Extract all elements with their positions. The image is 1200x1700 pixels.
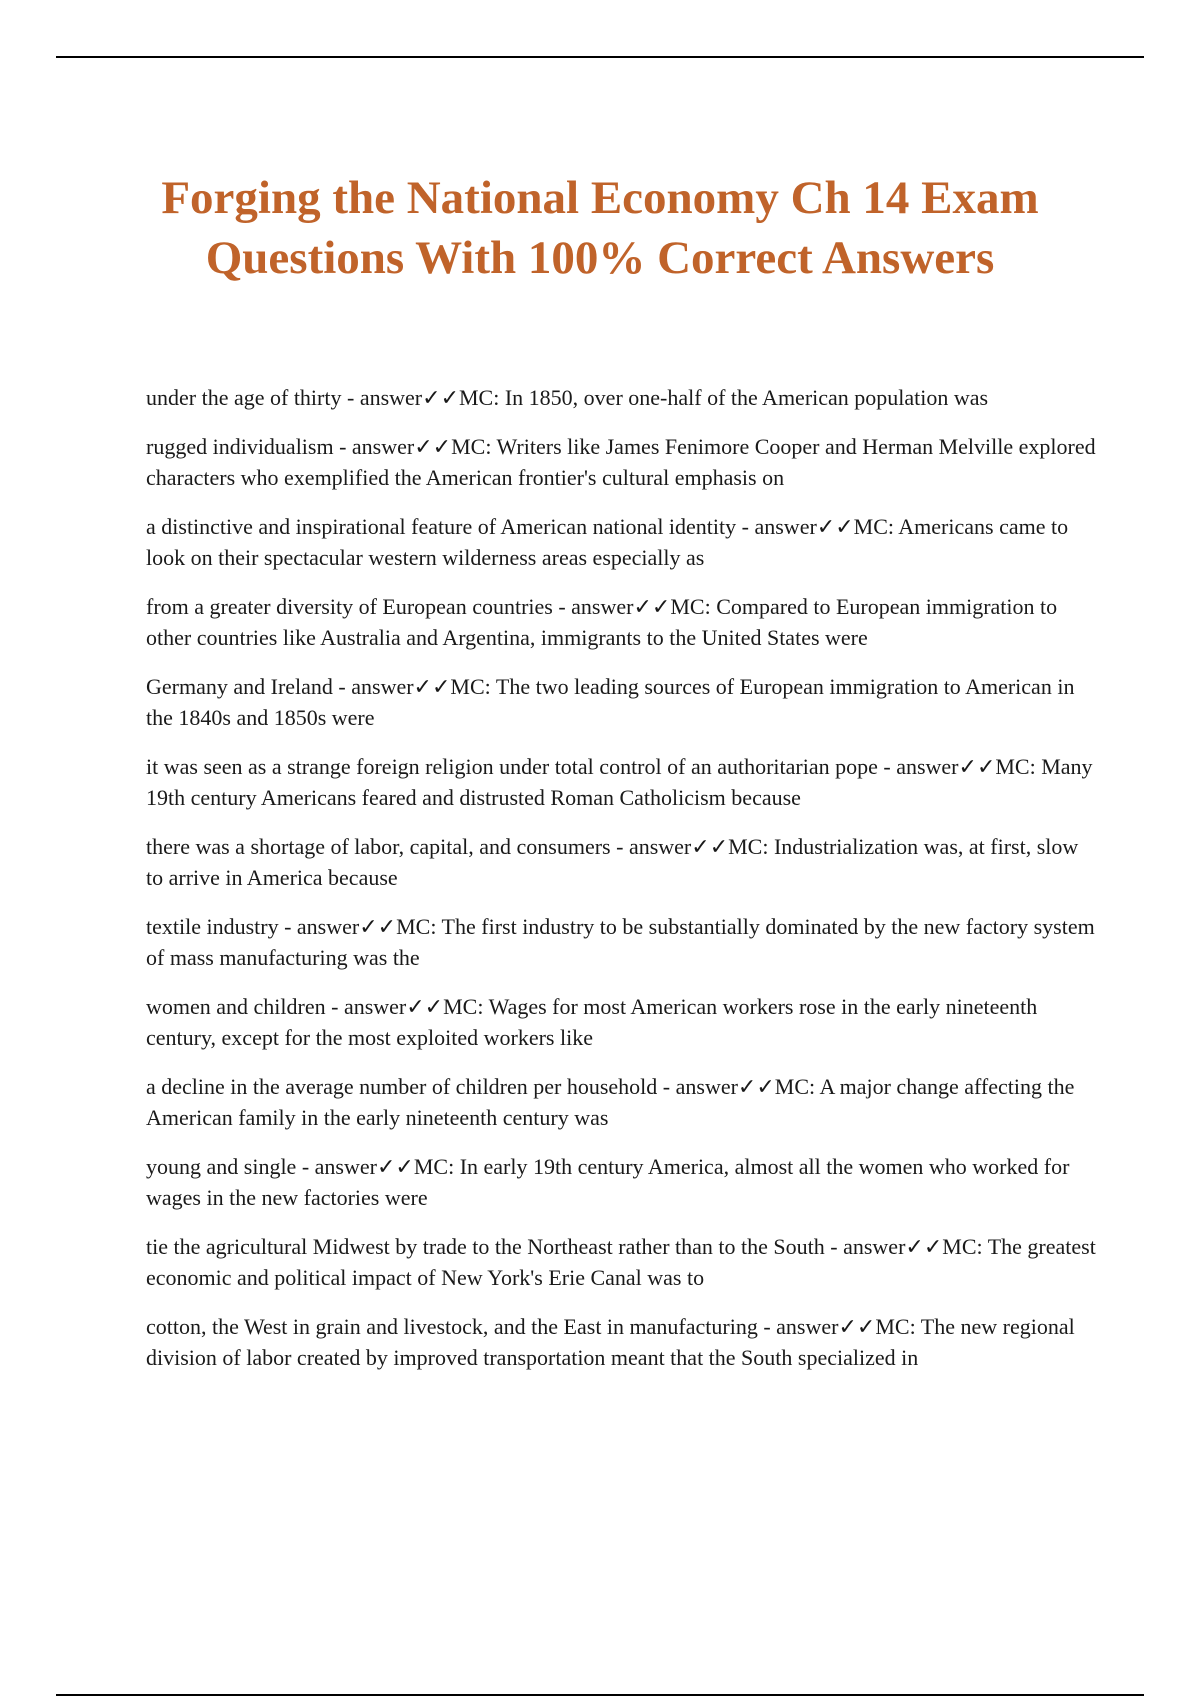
answer-text: textile industry [146, 914, 279, 939]
question-text: Industrialization was, at first, slow to arrive in America because [146, 834, 1079, 890]
qa-item [146, 1311, 1096, 1373]
answer-marker: answer✓✓MC: [314, 1154, 460, 1179]
qa-item [146, 591, 1096, 653]
qa-item [146, 831, 1096, 893]
qa-item [146, 911, 1096, 973]
document-title: Forging the National Economy Ch 14 Exam Questions With 100% Correct Answers [161, 172, 1039, 284]
answer-marker: answer✓✓MC: [754, 514, 899, 539]
question-text: In early 19th century America, almost all the women who worked for wages in the new factories were [146, 1154, 1070, 1210]
qa-item [146, 991, 1096, 1053]
question-text: The first industry to be substantially dominated by the new factory system of mass manufacturing was the [146, 914, 1095, 970]
answer-marker: answer✓✓MC: [351, 674, 496, 699]
answer-text: it was seen as a strange foreign religion under total control of an authoritarian pope [146, 754, 878, 779]
separator: - [824, 1234, 844, 1259]
answer-text: rugged individualism [146, 434, 334, 459]
answer-text: Germany and Ireland [146, 674, 333, 699]
question-text: Writers like James Fenimore Cooper and Herman Melville explored characters who exemplified the American frontier's cultural emphasis on [146, 434, 1096, 490]
question-text: Many 19th century Americans feared and distrusted Roman Catholicism because [146, 754, 1093, 810]
separator: - [332, 674, 352, 699]
question-text: The greatest economic and political impact of New York's Erie Canal was to [146, 1234, 1096, 1290]
separator: - [296, 1154, 315, 1179]
separator: - [278, 914, 297, 939]
question-text: Wages for most American workers rose in the early nineteenth century, except for the most exploited workers like [146, 994, 1038, 1050]
answer-marker: answer✓✓MC: [843, 1234, 988, 1259]
answer-marker: answer✓✓MC: [896, 754, 1042, 779]
separator: - [333, 434, 352, 459]
qa-item [146, 431, 1096, 493]
answer-marker: answer✓✓MC: [571, 594, 717, 619]
separator: - [736, 514, 755, 539]
separator: - [552, 594, 572, 619]
qa-item [146, 1071, 1096, 1133]
qa-item [146, 671, 1096, 733]
answer-text: there was a shortage of labor, capital, and consumers [146, 834, 611, 859]
answer-text: cotton, the West in grain and livestock, and the East in manufacturing [146, 1314, 758, 1339]
separator: - [877, 754, 897, 779]
answer-text: from a greater diversity of European countries [146, 594, 553, 619]
separator: - [757, 1314, 777, 1339]
answer-text: women and children [146, 994, 326, 1019]
separator: - [610, 834, 629, 859]
qa-item [146, 511, 1096, 573]
question-text: The new regional division of labor created by improved transportation meant that the South specialized in [146, 1314, 1075, 1370]
answer-text: a distinctive and inspirational feature of American national identity [146, 514, 737, 539]
qa-item [146, 382, 1096, 413]
question-text: Compared to European immigration to other countries like Australia and Argentina, immigrants to the United States were [146, 594, 1058, 650]
qa-item [146, 1151, 1096, 1213]
qa-item [146, 1231, 1096, 1293]
answer-marker: answer✓✓MC: [359, 385, 505, 410]
question-text: In 1850, over one-half of the American population was [504, 385, 989, 410]
top-rule [56, 56, 1144, 58]
answer-marker: answer✓✓MC: [675, 1074, 820, 1099]
answer-text: young and single [146, 1154, 297, 1179]
answer-marker: answer✓✓MC: [351, 434, 497, 459]
separator: - [657, 1074, 676, 1099]
question-text: Americans came to look on their spectacular western wilderness areas especially as [146, 514, 1069, 570]
answer-text: a decline in the average number of children per household [146, 1074, 658, 1099]
question-text: The two leading sources of European immigration to American in the 1840s and 1850s were [146, 674, 1075, 730]
separator: - [341, 385, 360, 410]
answer-text: under the age of thirty [146, 385, 342, 410]
answer-text: tie the agricultural Midwest by trade to the Northeast rather than to the South [146, 1234, 825, 1259]
answer-marker: answer✓✓MC: [343, 994, 489, 1019]
qa-item [146, 751, 1096, 813]
question-text: A major change affecting the American family in the early nineteenth century was [146, 1074, 1075, 1130]
bottom-rule [56, 1694, 1144, 1696]
answer-marker: answer✓✓MC: [296, 914, 442, 939]
answer-marker: answer✓✓MC: [776, 1314, 921, 1339]
answer-marker: answer✓✓MC: [628, 834, 774, 859]
separator: - [325, 994, 344, 1019]
qa-list [146, 382, 1096, 1391]
